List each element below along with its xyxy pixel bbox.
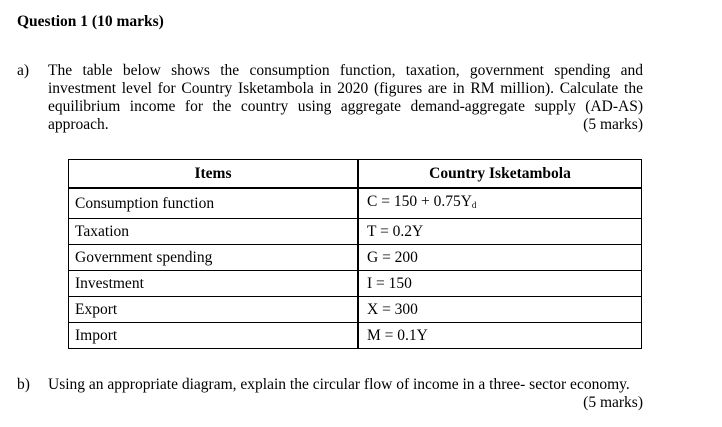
table-cell-item: Export	[69, 297, 359, 323]
part-a-last-line	[48, 116, 643, 134]
table-cell-value: T = 0.2Y	[358, 219, 642, 245]
consumption-value: C = 150 + 0.75Y	[367, 193, 472, 210]
part-a-line-3: equilibrium income for the country using aggregate demand-aggregate supply (AD-AS)	[48, 98, 643, 115]
question-title: Question 1 (10 marks)	[17, 13, 164, 30]
part-b-text	[48, 376, 643, 412]
table-cell-item: Taxation	[69, 219, 359, 245]
table-row	[69, 271, 642, 297]
table-cell-item: Government spending	[69, 245, 359, 271]
part-a-marks: (5 marks)	[583, 116, 643, 133]
part-b-label: b)	[17, 376, 30, 393]
table-row	[69, 297, 642, 323]
data-table	[68, 159, 642, 349]
table-cell-value: I = 150	[358, 271, 642, 297]
table-row	[69, 245, 642, 271]
table-cell-value: M = 0.1Y	[358, 323, 642, 349]
part-a-label: a)	[17, 62, 30, 79]
table-row	[69, 323, 642, 349]
table-cell-value: G = 200	[358, 245, 642, 271]
part-b-question: Using an appropriate diagram, explain the circular flow of income in a three- sector economy.	[48, 376, 630, 393]
part-a-line-4: approach.	[48, 116, 109, 133]
part-b-marks: (5 marks)	[583, 394, 643, 411]
table-row	[69, 188, 642, 219]
table-header-row	[69, 160, 642, 189]
table-cell-value: X = 300	[358, 297, 642, 323]
table-header-items: Items	[69, 160, 359, 189]
part-a-line-1: The table below shows the consumption function, taxation, government spending and	[48, 62, 643, 79]
table-cell-item: Investment	[69, 271, 359, 297]
consumption-subscript: d	[471, 200, 477, 210]
table-row	[69, 219, 642, 245]
table-header-country: Country Isketambola	[358, 160, 642, 189]
part-a-text	[48, 62, 643, 134]
table-cell-item: Import	[69, 323, 359, 349]
table-cell-value	[358, 188, 642, 219]
table-cell-item: Consumption function	[69, 188, 359, 219]
part-a-line-2: investment level for Country Isketambola in 2020 (figures are in RM million). Calculate the	[48, 80, 643, 97]
